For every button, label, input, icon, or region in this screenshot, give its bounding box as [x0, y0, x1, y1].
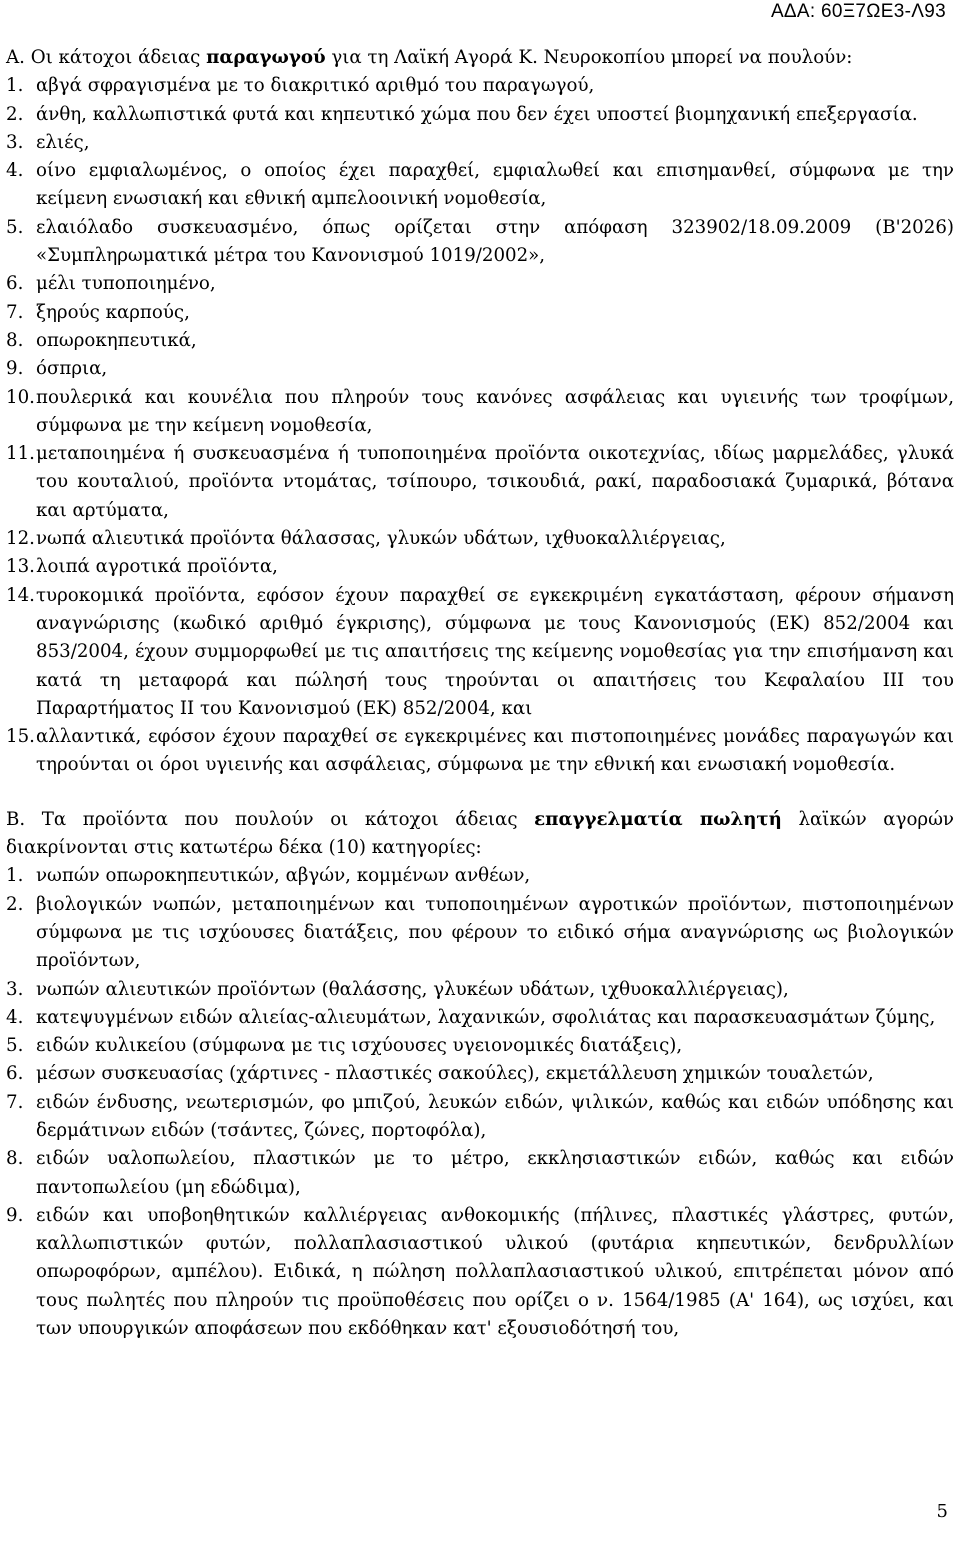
list-item-text: αλλαντικά, εφόσον έχουν παραχθεί σε εγκεκριμένες και πιστοποιημένες μονάδες παραγωγών και τηρούνται οι όροι υγιεινής και ασφάλειας, σύμφωνα με την εθνική και ενωσιακή νομοθεσία. [36, 726, 954, 776]
list-item-number: 2. [6, 893, 24, 915]
list-item-number: 12. [6, 528, 35, 550]
list-item-text: πουλερικά και κουνέλια που πληρούν τους κανόνες ασφάλειας και υγιεινής των τροφίμων, σύμφωνα με την κείμενη νομοθεσία, [36, 386, 954, 436]
list-item [6, 440, 954, 525]
ada-code: ΑΔΑ: 60Ξ7ΩΕ3-Λ93 [770, 1, 946, 22]
list-item-text: νωπών οπωροκηπευτικών, αβγών, κομμένων ανθέων, [36, 865, 531, 887]
section-a-list [6, 72, 954, 779]
list-item-text: λοιπά αγροτικά προϊόντα, [36, 556, 278, 578]
list-item-text: μεταποιημένα ή συσκευασμένα ή τυποποιημένα προϊόντα οικοτεχνίας, ιδίως μαρμελάδες, γλυκά του κουταλιού, προϊόντα ντομάτας, τσίπουρο, τσικουδιά, ρακί, παραδοσιακά ζυμαρικά, βότανα και αρτύματα, [36, 443, 954, 521]
list-item-text: μέσων συσκευασίας (χάρτινες - πλαστικές σακούλες), εκμετάλλευση χημικών τουαλετών, [36, 1063, 874, 1085]
list-item-number: 5. [6, 216, 24, 238]
section-b-list [6, 862, 954, 1343]
list-item-text: ελαιόλαδο συσκευασμένο, όπως ορίζεται στην απόφαση 323902/18.09.2009 (Β'2026) «Συμπληρωματικά μέτρα του Κανονισμού 1019/2002», [36, 216, 954, 267]
list-item-number: 6. [6, 273, 24, 295]
list-item [6, 327, 954, 355]
page-number: 5 [936, 1501, 948, 1522]
list-item-text: οπωροκηπευτικά, [36, 329, 197, 351]
list-item [6, 157, 954, 214]
section-b-intro-before: Β. Τα προϊόντα που πουλούν οι κάτοχοι άδειας [6, 808, 535, 830]
list-item [6, 355, 954, 383]
list-item-number: 3. [6, 131, 24, 153]
list-item-text: ειδών και υποβοηθητικών καλλιέργειας ανθοκομικής (πήλινες, πλαστικές γλάστρες, φυτών, καλλωπιστικών φυτών, πολλαπλασιαστικού υλικού (φυτάρια κηπευτικών, δενδρυλλίων οπωροφόρων, αμπέλου). Ειδικά, η πώληση πολλαπλασιαστικού υλικού, επιτρέπεται μόνον από τους πωλητές που πληρούν τις προϋποθέσεις που ορίζει ο ν. 1564/1985 (Α' 164), ως ισχύει, και των υπουργικών αποφάσεων που εκδόθηκαν κατ' εξουσιοδότησή του, [36, 1204, 954, 1340]
list-item [6, 270, 954, 298]
section-b-intro-after: λαϊκών αγορών διακρίνονται στις κατωτέρω δέκα (10) κατηγορίες: [6, 808, 954, 859]
list-item-text: όσπρια, [36, 358, 108, 380]
section-b-intro-bold: επαγγελματία πωλητή [534, 808, 782, 830]
list-item-number: 4. [6, 1006, 24, 1028]
list-item [6, 1032, 954, 1060]
list-item-number: 8. [6, 329, 24, 351]
list-item [6, 525, 954, 553]
document-body [6, 44, 954, 1343]
list-item [6, 214, 954, 271]
list-item-text: ξηρούς καρπούς, [36, 301, 190, 323]
list-item-text: νωπά αλιευτικά προϊόντα θάλασσας, γλυκών υδάτων, ιχθυοκαλλιέργειας, [36, 528, 726, 550]
list-item [6, 299, 954, 327]
list-item-text: ειδών κυλικείου (σύμφωνα με τις ισχύουσες υγειονομικές διατάξεις), [36, 1035, 683, 1057]
list-item-text: βιολογικών νωπών, μεταποιημένων και τυποποιημένων αγροτικών προϊόντων, πιστοποιημένων σύμφωνα με τις ισχύουσες διατάξεις, που φέρουν το ειδικό σήμα αναγνώρισης ως βιολογικών προϊόντων, [36, 893, 954, 972]
list-item-number: 14. [6, 584, 35, 606]
list-item-number: 15. [6, 726, 35, 748]
list-item [6, 891, 954, 976]
section-spacer [6, 780, 954, 806]
list-item-number: 10. [6, 386, 35, 408]
section-b-intro [6, 806, 954, 863]
list-item-text: οίνο εμφιαλωμένος, ο οποίος έχει παραχθεί, εμφιαλωθεί και επισημανθεί, σύμφωνα με την κείμενη ενωσιακή και εθνική αμπελοοινική νομοθεσία, [36, 160, 954, 210]
list-item [6, 1145, 954, 1202]
list-item-number: 7. [6, 301, 24, 323]
list-item-number: 6. [6, 1063, 24, 1085]
list-item [6, 1004, 954, 1032]
list-item-number: 9. [6, 358, 24, 380]
list-item [6, 862, 954, 890]
list-item-number: 9. [6, 1204, 24, 1226]
list-item-text: νωπών αλιευτικών προϊόντων (θαλάσσης, γλυκέων υδάτων, ιχθυοκαλλιέργειας), [36, 978, 789, 1000]
list-item [6, 553, 954, 581]
list-item-number: 5. [6, 1035, 24, 1057]
list-item-text: ελιές, [36, 131, 90, 153]
list-item-text: ειδών υαλοπωλείου, πλαστικών με το μέτρο, εκκλησιαστικών ειδών, καθώς και ειδών παντοπωλείου (μη εδώδιμα), [36, 1148, 954, 1198]
list-item [6, 384, 954, 441]
section-a-intro-before: Α. Οι κάτοχοι άδειας [6, 47, 207, 68]
list-item-number: 8. [6, 1148, 24, 1170]
list-item-number: 3. [6, 978, 24, 1000]
list-item [6, 129, 954, 157]
list-item [6, 1202, 954, 1343]
section-a-intro-bold: παραγωγού [206, 47, 326, 68]
list-item-number: 7. [6, 1091, 24, 1113]
list-item [6, 72, 954, 100]
list-item-number: 13. [6, 556, 35, 578]
list-item-text: μέλι τυποποιημένο, [36, 273, 216, 295]
list-item-text: ειδών ένδυσης, νεωτερισμών, φο μπιζού, λευκών ειδών, ψιλικών, καθώς και ειδών υπόδησης και δερμάτινων ειδών (τσάντες, ζώνες, πορτοφόλα), [36, 1091, 954, 1141]
list-item-number: 1. [6, 75, 24, 97]
list-item-text: τυροκομικά προϊόντα, εφόσον έχουν παραχθεί σε εγκεκριμένη εγκατάσταση, φέρουν σήμανση αναγνώρισης (κωδικό αριθμό έγκρισης), σύμφωνα με τους Κανονισμούς (ΕΚ) 852/2004 και 853/2004, έχουν συμμορφωθεί με τις απαιτήσεις της κείμενης νομοθεσίας για την επισήμανση και κατά τη μεταφορά και πώλησή τους τηρούνται οι απαιτήσεις του Κεφαλαίου ΙΙΙ του Παραρτήματος ΙΙ του Κανονισμού (ΕΚ) 852/2004, και [36, 584, 954, 719]
list-item [6, 723, 954, 780]
list-item-text: άνθη, καλλωπιστικά φυτά και κηπευτικό χώμα που δεν έχει υποστεί βιομηχανική επεξεργασία. [36, 103, 918, 125]
list-item-number: 4. [6, 160, 24, 182]
list-item-number: 11. [6, 443, 35, 465]
list-item [6, 976, 954, 1004]
list-item-text: αβγά σφραγισμένα με το διακριτικό αριθμό του παραγωγού, [36, 75, 595, 97]
list-item [6, 1060, 954, 1088]
section-a-intro [6, 44, 954, 72]
list-item-number: 2. [6, 103, 24, 125]
list-item [6, 582, 954, 723]
list-item-text: κατεψυγμένων ειδών αλιείας-αλιευμάτων, λαχανικών, σφολιάτας και παρασκευασμάτων ζύμης, [36, 1006, 936, 1028]
list-item [6, 1089, 954, 1146]
section-a-intro-after: για τη Λαϊκή Αγορά Κ. Νευροκοπίου μπορεί να πουλούν: [325, 47, 853, 68]
list-item-number: 1. [6, 865, 24, 887]
list-item [6, 101, 954, 129]
